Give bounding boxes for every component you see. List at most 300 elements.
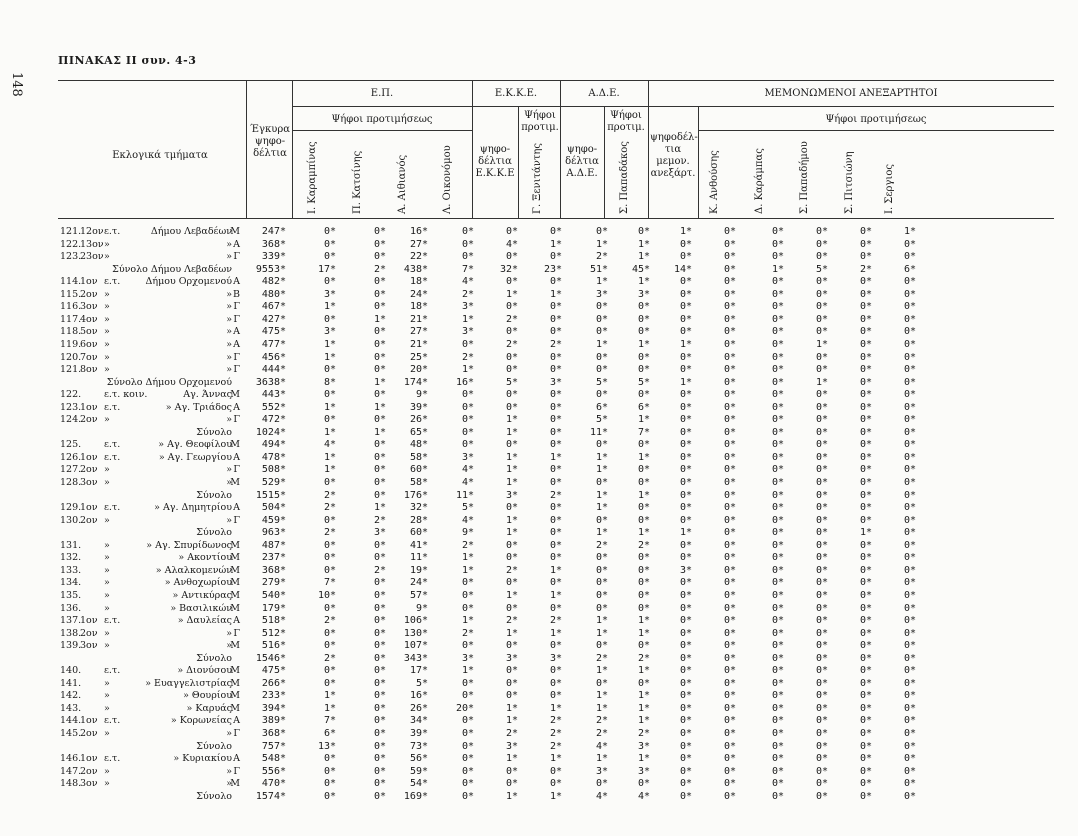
cell-value: 2* [637, 728, 650, 739]
cell-value: 4* [595, 790, 608, 802]
cell-value: 0* [859, 514, 872, 526]
cell-value: 0* [549, 351, 562, 363]
cell-value: 0* [461, 690, 474, 702]
section-number: 147. [60, 765, 82, 777]
col-divider [604, 106, 605, 218]
section-type: » [104, 690, 110, 702]
section-ep: Ε.Π. [370, 88, 394, 99]
cell-value: 1* [461, 364, 474, 376]
cell-value: 0* [903, 527, 916, 539]
cell-value: 0* [903, 238, 916, 250]
cell-value: 0* [771, 301, 784, 313]
section-ordinal: 2ον [80, 627, 98, 639]
precinct-name: » Δαυλείας [177, 615, 232, 627]
cell-value: 0* [903, 338, 916, 350]
cell-value: 0* [815, 502, 828, 514]
cell-value: 2* [461, 627, 474, 639]
cell-value: 0* [771, 564, 784, 576]
cell-value: 0* [723, 514, 736, 526]
cell-value: 0* [859, 690, 872, 702]
cell-value: 0* [373, 778, 386, 790]
cell-value: 1* [595, 276, 608, 288]
precinct-code: Γ [233, 464, 240, 476]
cell-value: 3* [637, 765, 650, 777]
cell-value: 1* [373, 376, 386, 388]
cell-value: 0* [859, 451, 872, 463]
cell-value: 0* [595, 477, 608, 488]
section-type: » [104, 326, 110, 338]
cell-value: 0* [771, 728, 784, 739]
cell-value: 0* [903, 702, 916, 714]
cell-value: 2* [323, 489, 336, 501]
section-type: ε.τ. [104, 665, 121, 677]
cell-value: 1* [637, 715, 650, 727]
precinct-code: Γ [233, 351, 240, 363]
section-number: 139. [60, 640, 82, 652]
table-row [0, 552, 1078, 563]
cell-value: 0* [505, 690, 518, 702]
precinct-code: Β [233, 288, 240, 300]
cell-value: 0* [637, 326, 650, 338]
cell-value: 3* [505, 652, 518, 664]
cell-value: 1* [815, 338, 828, 350]
cell-value: 0* [723, 627, 736, 639]
cell-value: 508* [261, 464, 286, 476]
cell-value: 58* [409, 451, 428, 463]
cell-value: 0* [373, 414, 386, 426]
cell-value: 19* [409, 564, 428, 576]
cell-value: 0* [679, 451, 692, 463]
cell-value: 0* [815, 313, 828, 325]
cell-value: 0* [679, 326, 692, 338]
cell-value: 2* [373, 514, 386, 526]
section-type: ε.τ. [104, 439, 121, 451]
cell-value: 0* [771, 753, 784, 765]
cell-value: 0* [859, 426, 872, 438]
section-number: 126. [60, 451, 82, 463]
cell-value: 0* [461, 790, 474, 802]
cell-value: 176* [403, 489, 428, 501]
section-number: 116. [60, 301, 82, 313]
cell-value: 0* [771, 765, 784, 777]
header-bottom-rule [58, 218, 1054, 219]
cell-value: 4* [461, 477, 474, 488]
table-row [0, 678, 1078, 689]
cell-value: 443* [261, 389, 286, 401]
cell-value: 0* [373, 652, 386, 664]
cell-value: 16* [409, 226, 428, 237]
section-type: ε.τ. [104, 401, 121, 413]
cell-value: 0* [771, 251, 784, 263]
cell-value: 0* [373, 439, 386, 451]
cell-value: 0* [323, 226, 336, 237]
cell-value: 0* [461, 401, 474, 413]
section-ordinal: 2ον [80, 288, 98, 300]
cell-value: 130* [403, 627, 428, 639]
header-preference-ind: Ψήφοι προτιμήσεως [825, 114, 927, 125]
cell-value: 1* [549, 288, 562, 300]
cell-value: 0* [771, 665, 784, 677]
cell-value: 2* [505, 564, 518, 576]
cell-value: 0* [771, 414, 784, 426]
cell-value: 0* [771, 288, 784, 300]
section-ordinal: 1ον [80, 715, 98, 727]
cell-value: 0* [815, 552, 828, 564]
cell-value: 0* [903, 514, 916, 526]
cell-value: 0* [323, 313, 336, 325]
section-type: » [104, 477, 110, 488]
cell-value: 438* [403, 263, 428, 275]
cell-value: 0* [549, 301, 562, 313]
cell-value: 0* [461, 577, 474, 589]
table-row [0, 352, 1078, 363]
cell-value: 0* [323, 539, 336, 551]
cell-value: 1* [595, 753, 608, 765]
cell-value: 0* [903, 539, 916, 551]
cell-value: 0* [323, 640, 336, 652]
cell-value: 478* [261, 451, 286, 463]
cell-value: 1* [771, 263, 784, 275]
cell-value: 0* [903, 602, 916, 614]
cell-value: 2* [461, 288, 474, 300]
table-row [0, 715, 1078, 726]
cell-value: 0* [859, 326, 872, 338]
cell-value: 0* [859, 552, 872, 564]
cell-value: 0* [903, 740, 916, 752]
cell-value: 0* [679, 439, 692, 451]
cell-value: 0* [549, 502, 562, 514]
cell-value: 0* [903, 564, 916, 576]
section-number: 140. [60, 665, 82, 677]
header-ade-ballots: ψηφο-δέλτια Α.Δ.Ε. [565, 144, 599, 179]
cell-value: 0* [723, 238, 736, 250]
cell-value: 2* [373, 263, 386, 275]
cell-value: 0* [323, 778, 336, 790]
cell-value: 0* [903, 665, 916, 677]
cell-value: 0* [859, 364, 872, 376]
cell-value: 107* [403, 640, 428, 652]
cell-value: 0* [859, 702, 872, 714]
cell-value: 0* [461, 251, 474, 263]
cell-value: 0* [461, 589, 474, 601]
section-number: 119. [60, 338, 82, 350]
table-row [0, 364, 1078, 375]
cell-value: 0* [595, 677, 608, 689]
header-candidate: Ι. Σεργιος [884, 164, 895, 214]
cell-value: 0* [549, 527, 562, 539]
cell-value: 0* [903, 615, 916, 627]
table-row [0, 753, 1078, 764]
cell-value: 0* [903, 728, 916, 739]
cell-value: 0* [505, 778, 518, 790]
precinct-name: Σύνολο Δήμου Λεβαδέων [112, 263, 232, 275]
cell-value: 0* [723, 690, 736, 702]
section-ordinal: 3ον [80, 301, 98, 313]
cell-value: 25* [409, 351, 428, 363]
header-candidate: Κ. Ανθούσης [709, 150, 720, 214]
cell-value: 3* [323, 326, 336, 338]
cell-value: 0* [723, 527, 736, 539]
cell-value: 1* [505, 451, 518, 463]
cell-value: 1* [679, 226, 692, 237]
cell-value: 1* [637, 238, 650, 250]
cell-value: 0* [461, 765, 474, 777]
cell-value: 0* [723, 652, 736, 664]
cell-value: 0* [815, 715, 828, 727]
table-row [0, 766, 1078, 777]
cell-value: 0* [903, 301, 916, 313]
cell-value: 2* [323, 615, 336, 627]
cell-value: 0* [859, 640, 872, 652]
cell-value: 32* [409, 502, 428, 514]
cell-value: 1* [637, 414, 650, 426]
section-type: ε.τ. [104, 451, 121, 463]
section-ordinal: 2ον [80, 414, 98, 426]
cell-value: 0* [549, 414, 562, 426]
cell-value: 529* [261, 477, 286, 488]
cell-value: 0* [771, 602, 784, 614]
cell-value: 1* [549, 564, 562, 576]
cell-value: 0* [771, 238, 784, 250]
cell-value: 0* [549, 251, 562, 263]
cell-value: 0* [549, 389, 562, 401]
cell-value: 3638* [255, 376, 286, 388]
table-row [0, 703, 1078, 714]
precinct-name: » Θουρίου [183, 690, 232, 702]
cell-value: 0* [771, 740, 784, 752]
cell-value: 516* [261, 640, 286, 652]
header-candidate: Σ. Παπαδήμου [799, 141, 810, 214]
cell-value: 59* [409, 765, 428, 777]
cell-value: 0* [815, 615, 828, 627]
section-number: 145. [60, 728, 82, 739]
precinct-code: Α [233, 276, 240, 288]
precinct-name: » Αλαλκομενών [155, 564, 232, 576]
cell-value: 1* [595, 502, 608, 514]
cell-value: 0* [679, 539, 692, 551]
cell-value: 1* [903, 226, 916, 237]
cell-value: 0* [771, 778, 784, 790]
cell-value: 7* [637, 426, 650, 438]
cell-value: 0* [815, 301, 828, 313]
cell-value: 0* [859, 564, 872, 576]
cell-value: 0* [723, 778, 736, 790]
section-number: 124. [60, 414, 82, 426]
cell-value: 9* [415, 602, 428, 614]
cell-value: 2* [595, 251, 608, 263]
cell-value: 0* [505, 602, 518, 614]
cell-value: 27* [409, 326, 428, 338]
cell-value: 0* [903, 489, 916, 501]
cell-value: 23* [543, 263, 562, 275]
section-ordinal: 1ον [80, 615, 98, 627]
cell-value: 0* [815, 765, 828, 777]
section-ordinal: 6ον [80, 338, 98, 350]
cell-value: 0* [903, 677, 916, 689]
cell-value: 0* [859, 715, 872, 727]
cell-value: 0* [373, 539, 386, 551]
precinct-code: Γ [233, 251, 240, 263]
cell-value: 3* [637, 740, 650, 752]
cell-value: 0* [859, 489, 872, 501]
section-ordinal: 7ον [80, 351, 98, 363]
cell-value: 0* [637, 364, 650, 376]
cell-value: 0* [723, 790, 736, 802]
cell-value: 470* [261, 778, 286, 790]
cell-value: 0* [723, 589, 736, 601]
precinct-name: » [226, 778, 232, 790]
cell-value: 3* [461, 451, 474, 463]
cell-value: 0* [323, 414, 336, 426]
cell-value: 0* [549, 439, 562, 451]
cell-value: 1* [461, 615, 474, 627]
cell-value: 0* [679, 602, 692, 614]
cell-value: 11* [589, 426, 608, 438]
precinct-code: Μ [230, 640, 240, 652]
section-type: ε.τ. [104, 715, 121, 727]
cell-value: 0* [679, 401, 692, 413]
cell-value: 394* [261, 702, 286, 714]
cell-value: 0* [815, 677, 828, 689]
precinct-code: Μ [230, 477, 240, 488]
cell-value: 1* [373, 313, 386, 325]
section-type: » [104, 778, 110, 790]
cell-value: 0* [679, 740, 692, 752]
section-type: ε.τ. [104, 226, 121, 237]
cell-value: 0* [679, 288, 692, 300]
cell-value: 0* [505, 640, 518, 652]
cell-value: 0* [723, 301, 736, 313]
cell-value: 2* [373, 564, 386, 576]
cell-value: 0* [815, 351, 828, 363]
cell-value: 0* [771, 589, 784, 601]
header-candidate: Γ. Ξενιτάντης [532, 142, 543, 214]
cell-value: 0* [679, 677, 692, 689]
cell-value: 0* [815, 514, 828, 526]
precinct-code: Μ [230, 589, 240, 601]
cell-value: 0* [679, 640, 692, 652]
cell-value: 22* [409, 251, 428, 263]
cell-value: 0* [505, 502, 518, 514]
cell-value: 58* [409, 477, 428, 488]
col-divider [560, 80, 561, 218]
cell-value: 6* [903, 263, 916, 275]
precinct-code: Γ [233, 364, 240, 376]
cell-value: 1* [637, 338, 650, 350]
cell-value: 0* [595, 439, 608, 451]
cell-value: 0* [859, 677, 872, 689]
precinct-name: » Αγ. Τριάδος [165, 401, 232, 413]
cell-value: 0* [815, 778, 828, 790]
cell-value: 0* [373, 740, 386, 752]
cell-value: 14* [673, 263, 692, 275]
section-type: » [104, 728, 110, 739]
cell-value: 0* [903, 451, 916, 463]
section-type: ε.τ. [104, 615, 121, 627]
cell-value: 1* [505, 288, 518, 300]
precinct-name: Σύνολο [196, 790, 232, 802]
cell-value: 0* [679, 728, 692, 739]
cell-value: 0* [903, 364, 916, 376]
precinct-name: » [226, 364, 232, 376]
section-type: ε.τ. κοιν. [104, 389, 148, 401]
cell-value: 1546* [255, 652, 286, 664]
section-number: 131. [60, 539, 82, 551]
cell-value: 339* [261, 251, 286, 263]
cell-value: 0* [505, 539, 518, 551]
cell-value: 0* [815, 276, 828, 288]
cell-value: 0* [323, 251, 336, 263]
cell-value: 1* [373, 401, 386, 413]
cell-value: 7* [323, 577, 336, 589]
section-ekke: Ε.Κ.Κ.Ε. [494, 88, 538, 99]
cell-value: 2* [549, 489, 562, 501]
cell-value: 0* [323, 238, 336, 250]
cell-value: 0* [373, 765, 386, 777]
cell-value: 233* [261, 690, 286, 702]
cell-value: 1* [595, 238, 608, 250]
cell-value: 39* [409, 728, 428, 739]
cell-value: 1* [373, 502, 386, 514]
cell-value: 0* [903, 477, 916, 488]
cell-value: 0* [771, 790, 784, 802]
section-ordinal: 1ον [80, 753, 98, 765]
cell-value: 1* [505, 426, 518, 438]
cell-value: 343* [403, 652, 428, 664]
cell-value: 1* [505, 464, 518, 476]
cell-value: 0* [549, 690, 562, 702]
section-number: 136. [60, 602, 82, 614]
cell-value: 0* [903, 753, 916, 765]
precinct-name: » Καρυάς [186, 702, 232, 714]
cell-value: 0* [373, 677, 386, 689]
section-number: 117. [60, 313, 82, 325]
cell-value: 1* [815, 376, 828, 388]
cell-value: 0* [595, 577, 608, 589]
precinct-code: Α [233, 451, 240, 463]
cell-value: 1* [505, 715, 518, 727]
cell-value: 0* [771, 527, 784, 539]
cell-value: 3* [679, 564, 692, 576]
cell-value: 266* [261, 677, 286, 689]
section-ordinal: 2ον [80, 514, 98, 526]
cell-value: 0* [815, 753, 828, 765]
cell-value: 0* [679, 502, 692, 514]
section-ordinal: 23ον [80, 251, 104, 263]
cell-value: 0* [723, 276, 736, 288]
cell-value: 0* [903, 389, 916, 401]
cell-value: 57* [409, 589, 428, 601]
section-number: 137. [60, 615, 82, 627]
cell-value: 0* [903, 627, 916, 639]
cell-value: 0* [723, 677, 736, 689]
cell-value: 0* [723, 728, 736, 739]
cell-value: 1* [679, 338, 692, 350]
table-row [0, 590, 1078, 601]
col-divider [472, 80, 473, 218]
cell-value: 0* [903, 414, 916, 426]
cell-value: 60* [409, 527, 428, 539]
cell-value: 51* [589, 263, 608, 275]
cell-value: 0* [505, 276, 518, 288]
precinct-name: Σύνολο Δήμου Ορχομενού [106, 376, 232, 388]
section-type: » [104, 677, 110, 689]
cell-value: 0* [373, 364, 386, 376]
cell-value: 279* [261, 577, 286, 589]
precinct-code: Μ [230, 552, 240, 564]
section-type: » [104, 288, 110, 300]
cell-value: 0* [903, 251, 916, 263]
